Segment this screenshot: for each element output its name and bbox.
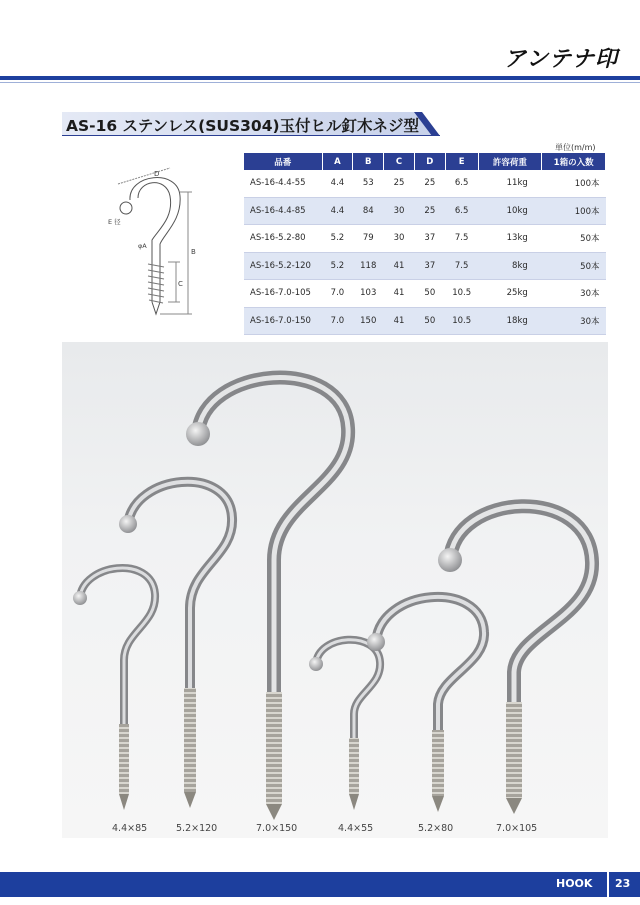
- cell-a: 7.0: [322, 307, 353, 335]
- cell-qty: 100本: [542, 170, 606, 197]
- footer-bar: [0, 872, 640, 897]
- header-b: B: [353, 153, 384, 170]
- header-load: 許容荷重: [478, 153, 542, 170]
- cell-d: 25: [414, 197, 445, 225]
- cell-c: 25: [384, 170, 415, 197]
- cell-d: 25: [414, 170, 445, 197]
- cell-d: 50: [414, 307, 445, 335]
- cell-model: AS-16-5.2-80: [244, 225, 322, 253]
- table-row: [244, 252, 606, 280]
- diagram-label-e: E 径: [108, 218, 121, 226]
- cell-model: AS-16-7.0-105: [244, 280, 322, 308]
- hook-7-0x150: [186, 378, 348, 820]
- diagram-label-a: φA: [138, 242, 147, 250]
- table-row: [244, 170, 606, 197]
- footer-section-label: HOOK: [556, 877, 593, 890]
- size-label: 4.4×55: [338, 823, 374, 834]
- unit-note: 単位(m/m): [555, 143, 596, 152]
- size-label: 5.2×120: [176, 823, 218, 834]
- size-label: 7.0×105: [496, 823, 538, 834]
- cell-b: 103: [353, 280, 384, 308]
- cell-qty: 50本: [542, 225, 606, 253]
- dimension-diagram: [88, 162, 228, 327]
- cell-model: AS-16-4.4-55: [244, 170, 322, 197]
- cell-b: 118: [353, 252, 384, 280]
- cell-qty: 30本: [542, 307, 606, 335]
- table-header-row: [244, 153, 606, 170]
- cell-load: 18kg: [478, 307, 542, 335]
- hook-4-4x85: [73, 568, 155, 810]
- cell-model: AS-16-7.0-150: [244, 307, 322, 335]
- header-model: 品番: [244, 153, 322, 170]
- cell-a: 4.4: [322, 197, 353, 225]
- cell-e: 7.5: [445, 252, 478, 280]
- table-row: [244, 280, 606, 308]
- cell-qty: 30本: [542, 280, 606, 308]
- cell-load: 8kg: [478, 252, 542, 280]
- table-row: [244, 225, 606, 253]
- cell-c: 41: [384, 252, 415, 280]
- cell-load: 25kg: [478, 280, 542, 308]
- cell-e: 10.5: [445, 307, 478, 335]
- header-qty: 1箱の入数: [542, 153, 606, 170]
- cell-b: 53: [353, 170, 384, 197]
- cell-c: 30: [384, 225, 415, 253]
- hook-5-2x120: [119, 482, 232, 808]
- cell-c: 30: [384, 197, 415, 225]
- cell-a: 7.0: [322, 280, 353, 308]
- product-title-bar: [62, 112, 440, 136]
- header-d: D: [414, 153, 445, 170]
- cell-model: AS-16-4.4-85: [244, 197, 322, 225]
- cell-a: 5.2: [322, 252, 353, 280]
- header-rule-thin: [0, 82, 640, 83]
- cell-c: 41: [384, 307, 415, 335]
- cell-d: 37: [414, 252, 445, 280]
- cell-e: 7.5: [445, 225, 478, 253]
- table-row: [244, 197, 606, 225]
- header-rule: [0, 76, 640, 80]
- cell-e: 6.5: [445, 170, 478, 197]
- size-label: 5.2×80: [418, 823, 454, 834]
- cell-c: 41: [384, 280, 415, 308]
- cell-e: 6.5: [445, 197, 478, 225]
- brand-logo: アンテナ印: [503, 47, 618, 72]
- diagram-label-b: B: [191, 248, 196, 256]
- hook-7-0x105: [438, 506, 592, 814]
- cell-d: 50: [414, 280, 445, 308]
- page-number: 23: [615, 877, 631, 890]
- cell-qty: 100本: [542, 197, 606, 225]
- cell-d: 37: [414, 225, 445, 253]
- cell-model: AS-16-5.2-120: [244, 252, 322, 280]
- spec-table: [244, 153, 606, 335]
- cell-load: 11kg: [478, 170, 542, 197]
- cell-b: 150: [353, 307, 384, 335]
- cell-load: 13kg: [478, 225, 542, 253]
- footer-separator: [607, 872, 609, 897]
- cell-load: 10kg: [478, 197, 542, 225]
- cell-e: 10.5: [445, 280, 478, 308]
- product-title: AS-16 ステンレス(SUS304)玉付ヒル釘木ネジ型: [66, 117, 420, 135]
- cell-a: 4.4: [322, 170, 353, 197]
- product-photo: [62, 342, 608, 838]
- cell-b: 84: [353, 197, 384, 225]
- header-e: E: [445, 153, 478, 170]
- header-c: C: [384, 153, 415, 170]
- size-label: 7.0×150: [256, 823, 298, 834]
- cell-b: 79: [353, 225, 384, 253]
- size-label: 4.4×85: [112, 823, 148, 834]
- table-row: [244, 307, 606, 335]
- header-a: A: [322, 153, 353, 170]
- diagram-label-c: C: [178, 280, 183, 288]
- diagram-label-d: D: [154, 170, 160, 178]
- hook-5-2x80: [367, 597, 484, 812]
- cell-qty: 50本: [542, 252, 606, 280]
- hook-4-4x55: [309, 640, 380, 810]
- cell-a: 5.2: [322, 225, 353, 253]
